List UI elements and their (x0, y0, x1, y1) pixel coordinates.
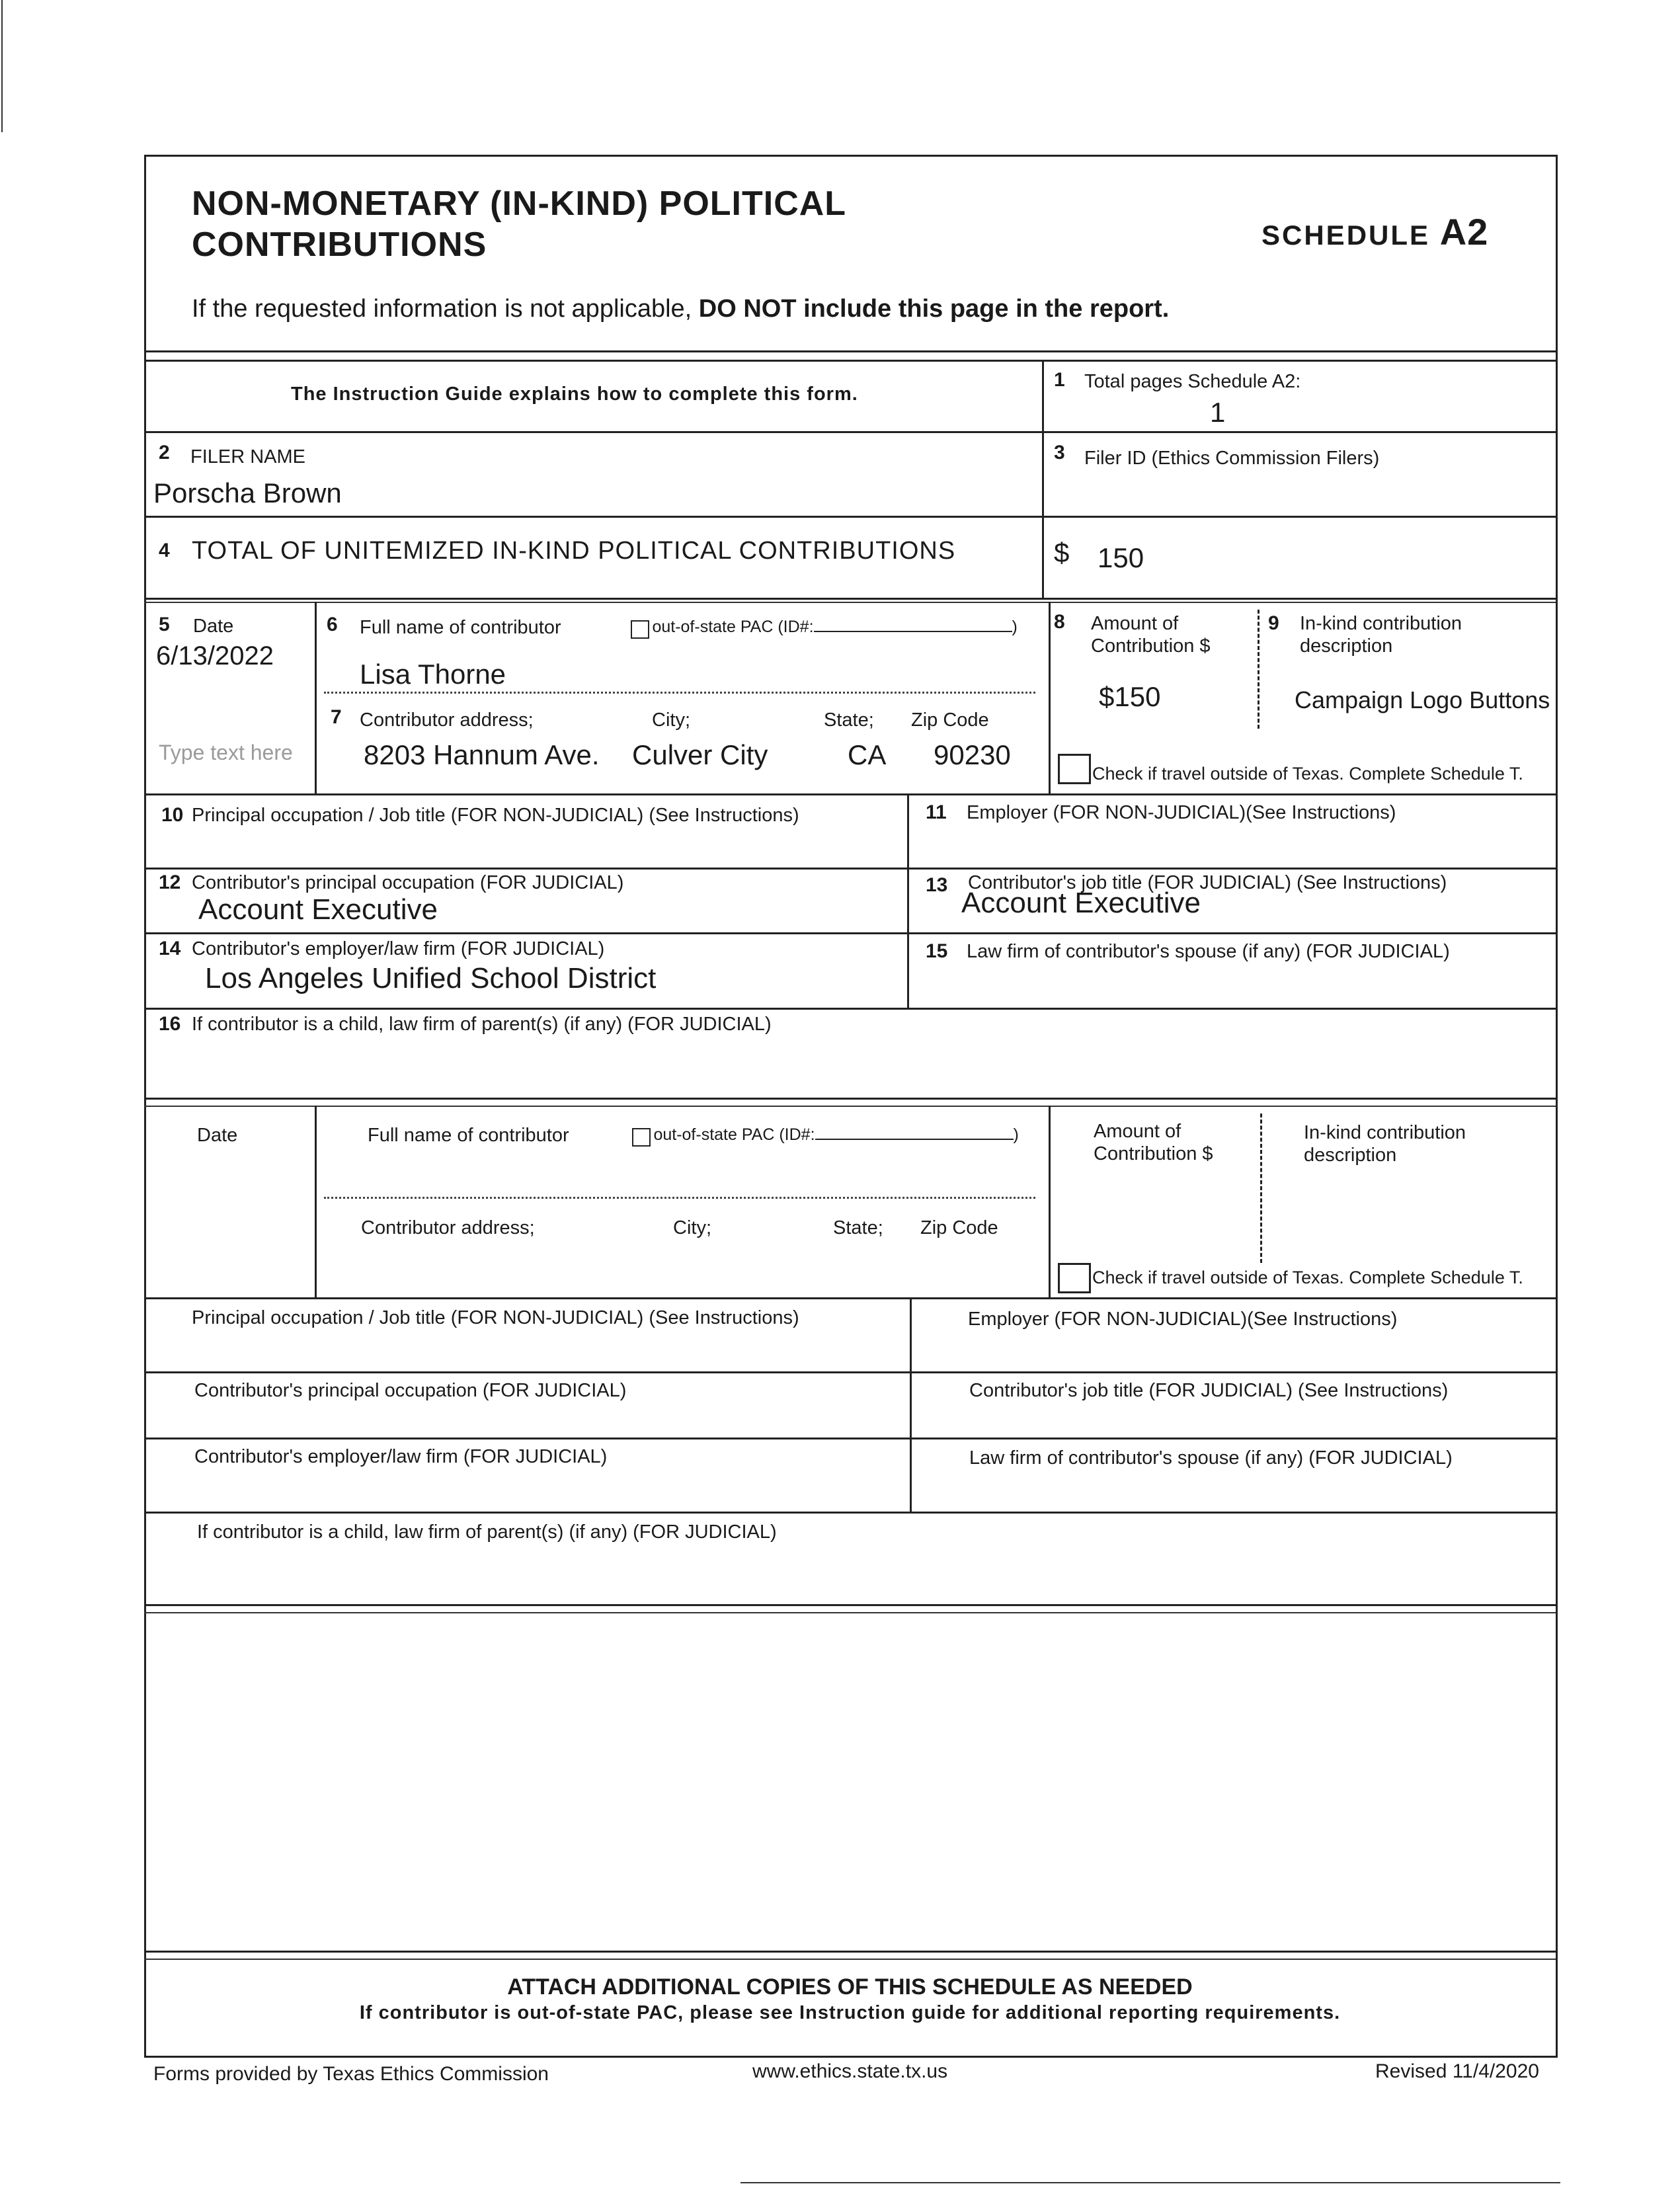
pac-label: out-of-state PAC (ID#: (652, 618, 814, 636)
field-number: 7 (331, 706, 342, 728)
judicial-job-title-label: Contributor's job title (FOR JUDICIAL) (See Instructions) (968, 872, 1447, 893)
filer-id-label: Filer ID (Ethics Commission Filers) (1084, 448, 1380, 469)
column-divider (1042, 360, 1044, 598)
pac-note: If contributor is out-of-state PAC, please see Instruction guide for additional reporting requirements. (359, 2002, 1341, 2023)
divider (144, 1437, 1556, 1439)
footer-revised: Revised 11/4/2020 (1375, 2060, 1539, 2082)
amount-label-2: Contribution $ (1094, 1143, 1213, 1164)
contributor-address-label: Contributor address; (360, 709, 534, 731)
occupation-nonjudicial-label: Principal occupation / Job title (FOR NON-JUDICIAL) (See Instructions) (192, 1307, 799, 1328)
divider (144, 602, 1556, 603)
divider (144, 431, 1556, 433)
dashed-divider (1260, 1113, 1262, 1263)
contributor-address-label: Contributor address; (361, 1217, 535, 1238)
divider (144, 1297, 1556, 1299)
amount-label-2: Contribution $ (1091, 635, 1211, 657)
field-number: 14 (159, 938, 181, 959)
description-label-1: In-kind contribution (1300, 613, 1462, 634)
zip-label: Zip Code (920, 1217, 998, 1238)
column-divider (1049, 1106, 1051, 1297)
parent-law-firm-label: If contributor is a child, law firm of parent(s) (if any) (FOR JUDICIAL) (197, 1521, 777, 1543)
field-number: 13 (926, 874, 948, 896)
state-value[interactable]: CA (848, 739, 887, 770)
divider (144, 516, 1556, 518)
employer-nonjudicial-label: Employer (FOR NON-JUDICIAL)(See Instructions) (968, 1309, 1398, 1330)
field-number: 8 (1054, 611, 1065, 633)
spouse-law-firm-label: Law firm of contributor's spouse (if any) (FOR JUDICIAL) (967, 941, 1450, 962)
divider (144, 1098, 1556, 1100)
travel-label: Check if travel outside of Texas. Complete Schedule T. (1092, 1268, 1523, 1287)
address-value[interactable]: 8203 Hannum Ave. (364, 739, 600, 770)
footer-provider: Forms provided by Texas Ethics Commission (153, 2063, 549, 2085)
field-number: 5 (159, 614, 170, 635)
amount-label-1: Amount of (1094, 1121, 1181, 1142)
divider (144, 793, 1556, 795)
field-number: 16 (159, 1013, 181, 1035)
schedule-id: A2 (1439, 211, 1489, 253)
amount-label-1: Amount of (1091, 613, 1179, 634)
footer-website[interactable]: www.ethics.state.tx.us (752, 2060, 948, 2082)
column-divider (907, 793, 909, 1009)
judicial-occupation-label: Contributor's principal occupation (FOR JUDICIAL) (192, 872, 624, 893)
amount-value[interactable]: $150 (1099, 681, 1161, 712)
total-pages-label: Total pages Schedule A2: (1084, 371, 1301, 392)
divider (144, 1512, 1556, 1514)
divider (144, 350, 1556, 352)
checkbox-icon[interactable] (631, 620, 649, 639)
schedule-word: SCHEDULE (1261, 220, 1431, 251)
pac-close: ) (1012, 618, 1018, 636)
judicial-employer-label: Contributor's employer/law firm (FOR JUDICIAL) (192, 938, 605, 959)
out-of-state-pac-checkbox[interactable] (632, 1124, 1019, 1147)
field-number: 4 (159, 540, 170, 561)
divider (144, 1612, 1556, 1613)
pac-id-line[interactable] (815, 1124, 1014, 1140)
field-number: 1 (1054, 369, 1065, 391)
divider (144, 1604, 1556, 1606)
spouse-law-firm-label: Law firm of contributor's spouse (if any) (FOR JUDICIAL) (969, 1447, 1453, 1469)
scan-edge (1, 0, 3, 132)
filer-name-label: FILER NAME (190, 446, 306, 467)
checkbox-icon[interactable] (632, 1128, 651, 1147)
field-number: 10 (161, 804, 184, 826)
divider (144, 1371, 1556, 1373)
column-divider (315, 602, 317, 793)
field-number: 2 (159, 442, 170, 464)
unitemized-total-value[interactable]: 150 (1098, 542, 1144, 573)
total-pages-value[interactable]: 1 (1210, 397, 1226, 428)
description-label-1: In-kind contribution (1304, 1122, 1466, 1143)
description-value[interactable]: Campaign Logo Buttons (1295, 686, 1550, 713)
travel-checkbox[interactable] (1058, 754, 1091, 784)
contributor-name-label: Full name of contributor (368, 1125, 569, 1146)
divider (144, 1951, 1556, 1953)
attach-copies-notice: ATTACH ADDITIONAL COPIES OF THIS SCHEDULE AS NEEDED (507, 1974, 1193, 2000)
notice-bold-text: DO NOT include this page in the report. (698, 295, 1170, 323)
column-divider (910, 1297, 912, 1512)
filer-name-value[interactable]: Porscha Brown (153, 477, 342, 508)
travel-label: Check if travel outside of Texas. Complete Schedule T. (1092, 764, 1523, 784)
currency-sign: $ (1054, 537, 1070, 568)
divider (144, 1008, 1556, 1010)
description-label-2: description (1300, 635, 1393, 657)
zip-label: Zip Code (911, 709, 989, 731)
dashed-divider (1258, 610, 1260, 729)
scan-edge (740, 2182, 1560, 2183)
occupation-nonjudicial-label: Principal occupation / Job title (FOR NON-JUDICIAL) (See Instructions) (192, 805, 799, 826)
pac-close: ) (1013, 1125, 1019, 1144)
divider (144, 598, 1556, 600)
not-applicable-notice (192, 295, 1169, 323)
field-number: 3 (1054, 442, 1065, 464)
notice-text: If the requested information is not applicable, (192, 295, 692, 323)
field-number: 15 (926, 940, 948, 962)
judicial-occupation-label: Contributor's principal occupation (FOR JUDICIAL) (194, 1380, 627, 1401)
field-number: 12 (159, 871, 181, 893)
zip-value[interactable]: 90230 (934, 739, 1011, 770)
judicial-job-title-label: Contributor's job title (FOR JUDICIAL) (See Instructions) (969, 1380, 1449, 1401)
travel-checkbox[interactable] (1058, 1263, 1091, 1293)
date-value[interactable]: 6/13/2022 (156, 641, 274, 670)
field-number: 11 (926, 801, 947, 823)
form-title-line2: CONTRIBUTIONS (192, 225, 487, 264)
out-of-state-pac-checkbox[interactable] (631, 616, 1018, 639)
unitemized-total-label: TOTAL OF UNITEMIZED IN-KIND POLITICAL CONTRIBUTIONS (192, 537, 956, 565)
field-number: 9 (1268, 612, 1279, 634)
divider (144, 1106, 1556, 1107)
schedule-label (1261, 210, 1488, 253)
parent-law-firm-label: If contributor is a child, law firm of parent(s) (if any) (FOR JUDICIAL) (192, 1014, 772, 1035)
form-title-line1: NON-MONETARY (IN-KIND) POLITICAL (192, 184, 847, 223)
dotted-line (324, 692, 1035, 694)
employer-nonjudicial-label: Employer (FOR NON-JUDICIAL)(See Instructions) (967, 802, 1396, 823)
city-value[interactable]: Culver City (632, 739, 768, 770)
pac-id-line[interactable] (814, 616, 1012, 632)
state-label: State; (824, 709, 874, 731)
instruction-guide-note: The Instruction Guide explains how to complete this form. (291, 384, 858, 405)
divider (144, 868, 1556, 870)
date-placeholder[interactable]: Type text here (159, 741, 293, 764)
divider (144, 1959, 1556, 1960)
contributor-name-value[interactable]: Lisa Thorne (360, 659, 506, 690)
divider (144, 932, 1556, 934)
field-number: 6 (327, 614, 338, 635)
divider (144, 360, 1556, 362)
pac-label: out-of-state PAC (ID#: (653, 1125, 815, 1144)
dotted-line (324, 1197, 1035, 1199)
description-label-2: description (1304, 1145, 1397, 1166)
judicial-employer-value[interactable]: Los Angeles Unified School District (205, 962, 657, 994)
contributor-name-label: Full name of contributor (360, 617, 561, 638)
column-divider (1049, 602, 1051, 793)
column-divider (315, 1106, 317, 1297)
judicial-job-title-value[interactable]: Account Executive (961, 887, 1201, 919)
date-label: Date (193, 616, 234, 637)
judicial-employer-label: Contributor's employer/law firm (FOR JUDICIAL) (194, 1446, 608, 1467)
city-label: City; (673, 1217, 711, 1238)
state-label: State; (833, 1217, 883, 1238)
city-label: City; (652, 709, 690, 731)
judicial-occupation-value[interactable]: Account Executive (198, 893, 438, 926)
date-label: Date (197, 1125, 238, 1146)
